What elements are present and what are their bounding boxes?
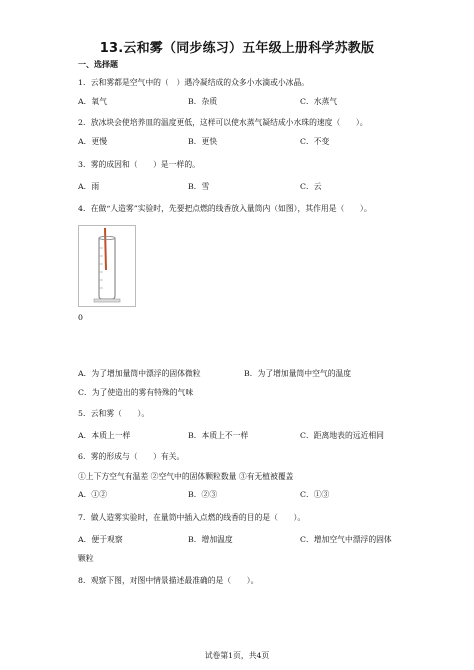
q5-option-b: B．本质上不一样 [188, 431, 249, 440]
question-3: 3．雾的成因和（ ）是一样的。 [78, 160, 200, 169]
q4-option-b: B．为了增加量筒中空气的温度 [244, 369, 352, 378]
q2-option-c: C．不变 [300, 137, 330, 146]
question-4: 4．在做“人造雾”实验时，先要把点燃的线香放入量筒内（如图），其作用是（ ）。 [78, 204, 372, 213]
q3-option-b: B．雪 [188, 182, 210, 191]
graduated-cylinder-figure [78, 225, 136, 307]
q1-option-b: B．杂质 [188, 97, 218, 106]
q5-option-c: C．距离地表的远近相同 [300, 431, 384, 440]
section-heading: 一、选择题 [78, 60, 118, 69]
page-footer: 试卷第1页，共4页 [204, 651, 270, 660]
question-6: 6．雾的形成与（ ）有关。 [78, 452, 185, 461]
q3-option-a: A．雨 [78, 182, 100, 191]
q6-option-c: C．①③ [300, 490, 330, 499]
q5-option-a: A．本质上一样 [78, 431, 131, 440]
q7-option-c: C．增加空气中漂浮的固体 [300, 535, 392, 544]
cylinder-incense-icon [79, 226, 135, 306]
q6-option-a: A．①② [78, 490, 108, 499]
question-2: 2．放冰块会使培养皿的温度更低，这样可以使水蒸气凝结成小水珠的速度（ ）。 [78, 118, 368, 127]
q4-option-c: C．为了使造出的雾有特殊的气味 [78, 388, 194, 397]
question-1: 1．云和雾都是空气中的（ ）遇冷凝结成的众多小水滴或小冰晶。 [78, 78, 310, 87]
q2-option-a: A．更慢 [78, 137, 108, 146]
q4-option-a: A．为了增加量筒中漂浮的固体微粒 [78, 369, 201, 378]
q3-option-c: C．云 [300, 182, 322, 191]
q7-option-b: B．增加温度 [188, 535, 233, 544]
page-title: 13.云和雾（同步练习）五年级上册科学苏教版 [99, 41, 375, 56]
q7-option-a: A．便于观察 [78, 535, 123, 544]
question-5: 5．云和雾（ ）。 [78, 409, 150, 418]
q1-option-c: C．水蒸气 [300, 97, 338, 106]
question-6-statements: ①上下方空气有温差 ②空气中的固体颗粒数量 ③有无植被覆盖 [78, 472, 294, 481]
q6-option-b: B．②③ [188, 490, 218, 499]
question-7: 7．做人造雾实验时，在量筒中插入点燃的线香的目的是（ ）。 [78, 513, 306, 522]
question-8: 8．观察下图，对图中情景描述最准确的是（ ）。 [78, 576, 259, 585]
q2-option-b: B．更快 [188, 137, 218, 146]
q7-option-c-continued: 颗粒 [78, 554, 94, 563]
figure-caption-zero: 0 [78, 313, 83, 322]
q1-option-a: A．氧气 [78, 97, 108, 106]
